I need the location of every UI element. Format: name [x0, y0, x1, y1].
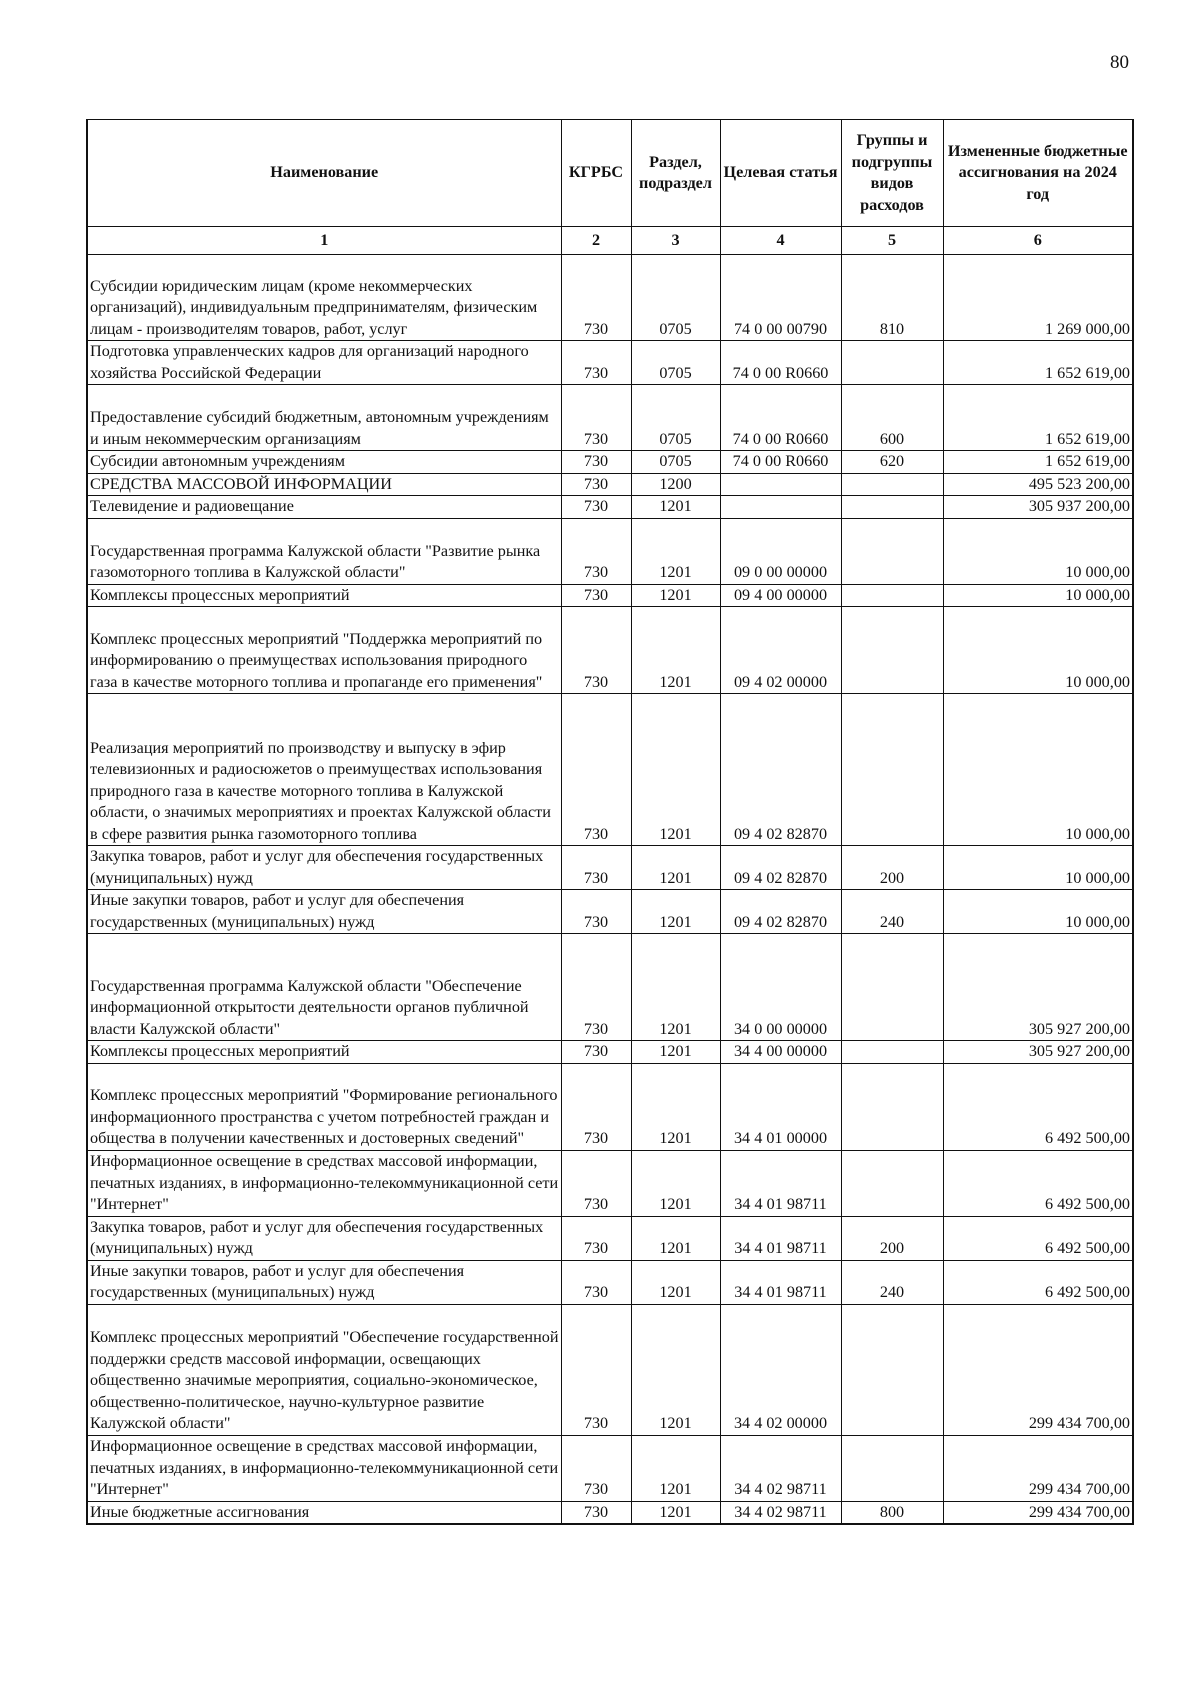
row-razdel-cell: 1201 [631, 607, 720, 694]
row-allocation-cell: 299 434 700,00 [943, 1304, 1133, 1435]
table-row [87, 1063, 1133, 1150]
row-target-article-cell: 34 4 00 00000 [720, 1041, 841, 1064]
table-row [87, 1260, 1133, 1304]
row-razdel-cell: 1201 [631, 934, 720, 1041]
row-allocation-cell: 6 492 500,00 [943, 1150, 1133, 1216]
row-allocation-cell: 1 652 619,00 [943, 341, 1133, 385]
table-row [87, 584, 1133, 607]
row-name-cell: Закупка товаров, работ и услуг для обеспечения государственных (муниципальных) нужд [87, 846, 561, 890]
row-kgrbs-cell: 730 [561, 607, 631, 694]
row-razdel-cell: 0705 [631, 451, 720, 474]
row-expense-group-cell [841, 584, 943, 607]
col-header-kgrbs: КГРБС [561, 120, 631, 227]
row-razdel-cell: 0705 [631, 341, 720, 385]
row-name-cell: Информационное освещение в средствах массовой информации, печатных изданиях, в информационно-телекоммуникационной сети "Интернет" [87, 1435, 561, 1501]
row-target-article-cell: 74 0 00 R0660 [720, 451, 841, 474]
row-expense-group-cell [841, 1435, 943, 1501]
row-target-article-cell: 74 0 00 00790 [720, 255, 841, 341]
row-kgrbs-cell: 730 [561, 1041, 631, 1064]
row-allocation-cell: 10 000,00 [943, 890, 1133, 934]
row-target-article-cell [720, 473, 841, 496]
row-razdel-cell: 1201 [631, 1041, 720, 1064]
row-target-article-cell: 34 4 01 98711 [720, 1216, 841, 1260]
table-row [87, 890, 1133, 934]
row-target-article-cell: 09 4 00 00000 [720, 584, 841, 607]
row-razdel-cell: 1201 [631, 1150, 720, 1216]
row-razdel-cell: 1201 [631, 846, 720, 890]
table-row [87, 1150, 1133, 1216]
row-target-article-cell: 74 0 00 R0660 [720, 341, 841, 385]
row-name-cell: Комплекс процессных мероприятий "Формирование регионального информационного пространства с учетом потребностей граждан и общества в получении качественных и достоверных сведений" [87, 1063, 561, 1150]
col-number: 2 [561, 227, 631, 255]
row-kgrbs-cell: 730 [561, 1216, 631, 1260]
row-name-cell: СРЕДСТВА МАССОВОЙ ИНФОРМАЦИИ [87, 473, 561, 496]
row-razdel-cell: 1201 [631, 1501, 720, 1524]
col-number: 1 [87, 227, 561, 255]
row-kgrbs-cell: 730 [561, 934, 631, 1041]
row-target-article-cell: 74 0 00 R0660 [720, 385, 841, 451]
row-allocation-cell: 299 434 700,00 [943, 1501, 1133, 1524]
row-target-article-cell: 34 4 02 00000 [720, 1304, 841, 1435]
row-razdel-cell: 1201 [631, 1435, 720, 1501]
row-kgrbs-cell: 730 [561, 890, 631, 934]
row-kgrbs-cell: 730 [561, 341, 631, 385]
row-allocation-cell: 6 492 500,00 [943, 1260, 1133, 1304]
row-allocation-cell: 299 434 700,00 [943, 1435, 1133, 1501]
row-expense-group-cell: 810 [841, 255, 943, 341]
row-kgrbs-cell: 730 [561, 1260, 631, 1304]
row-kgrbs-cell: 730 [561, 385, 631, 451]
row-name-cell: Информационное освещение в средствах массовой информации, печатных изданиях, в информационно-телекоммуникационной сети "Интернет" [87, 1150, 561, 1216]
row-expense-group-cell: 200 [841, 1216, 943, 1260]
row-target-article-cell: 34 4 02 98711 [720, 1435, 841, 1501]
row-target-article-cell: 09 4 02 00000 [720, 607, 841, 694]
table-row [87, 518, 1133, 584]
row-name-cell: Предоставление субсидий бюджетным, автономным учреждениям и иным некоммерческим организациям [87, 385, 561, 451]
table-row [87, 694, 1133, 846]
row-kgrbs-cell: 730 [561, 1063, 631, 1150]
row-target-article-cell: 34 0 00 00000 [720, 934, 841, 1041]
row-expense-group-cell [841, 1041, 943, 1064]
row-allocation-cell: 6 492 500,00 [943, 1063, 1133, 1150]
row-name-cell: Подготовка управленческих кадров для организаций народного хозяйства Российской Федерации [87, 341, 561, 385]
row-kgrbs-cell: 730 [561, 1435, 631, 1501]
row-kgrbs-cell: 730 [561, 496, 631, 519]
row-expense-group-cell [841, 518, 943, 584]
row-expense-group-cell [841, 341, 943, 385]
table-row [87, 1216, 1133, 1260]
col-header-target-article: Целевая статья [720, 120, 841, 227]
row-target-article-cell [720, 496, 841, 519]
row-razdel-cell: 1200 [631, 473, 720, 496]
table-row [87, 1501, 1133, 1524]
row-allocation-cell: 1 652 619,00 [943, 385, 1133, 451]
row-name-cell: Государственная программа Калужской области "Обеспечение информационной открытости деятельности органов публичной власти Калужской области" [87, 934, 561, 1041]
row-expense-group-cell: 620 [841, 451, 943, 474]
row-allocation-cell: 305 937 200,00 [943, 496, 1133, 519]
row-expense-group-cell [841, 496, 943, 519]
row-expense-group-cell [841, 1063, 943, 1150]
row-target-article-cell: 09 4 02 82870 [720, 890, 841, 934]
table-row [87, 846, 1133, 890]
table-body [87, 255, 1133, 1525]
row-razdel-cell: 1201 [631, 496, 720, 519]
row-target-article-cell: 34 4 01 98711 [720, 1260, 841, 1304]
row-target-article-cell: 34 4 01 00000 [720, 1063, 841, 1150]
table-row [87, 1304, 1133, 1435]
row-razdel-cell: 1201 [631, 518, 720, 584]
col-header-razdel: Раздел, подраздел [631, 120, 720, 227]
row-allocation-cell: 10 000,00 [943, 607, 1133, 694]
row-target-article-cell: 09 4 02 82870 [720, 846, 841, 890]
row-name-cell: Телевидение и радиовещание [87, 496, 561, 519]
table-row [87, 1041, 1133, 1064]
row-kgrbs-cell: 730 [561, 518, 631, 584]
col-number: 4 [720, 227, 841, 255]
row-allocation-cell: 495 523 200,00 [943, 473, 1133, 496]
row-allocation-cell: 10 000,00 [943, 584, 1133, 607]
table-row [87, 385, 1133, 451]
col-number: 6 [943, 227, 1133, 255]
row-allocation-cell: 10 000,00 [943, 518, 1133, 584]
page-number: 80 [1110, 52, 1129, 73]
row-razdel-cell: 1201 [631, 1063, 720, 1150]
row-name-cell: Иные закупки товаров, работ и услуг для обеспечения государственных (муниципальных) нужд [87, 890, 561, 934]
col-number: 3 [631, 227, 720, 255]
table-row [87, 451, 1133, 474]
header-row [87, 120, 1133, 227]
row-name-cell: Реализация мероприятий по производству и выпуску в эфир телевизионных и радиосюжетов о преимуществах использования природного газа в качестве моторного топлива в Калужской области, о значимых мероприятиях и проектах Калужской области в сфере развития рынка газомоторного топлива [87, 694, 561, 846]
row-expense-group-cell: 600 [841, 385, 943, 451]
row-razdel-cell: 1201 [631, 1304, 720, 1435]
row-name-cell: Комплексы процессных мероприятий [87, 584, 561, 607]
row-name-cell: Государственная программа Калужской области "Развитие рынка газомоторного топлива в Калужской области" [87, 518, 561, 584]
row-kgrbs-cell: 730 [561, 1150, 631, 1216]
row-allocation-cell: 305 927 200,00 [943, 934, 1133, 1041]
row-razdel-cell: 0705 [631, 255, 720, 341]
row-razdel-cell: 1201 [631, 890, 720, 934]
row-name-cell: Субсидии юридическим лицам (кроме некоммерческих организаций), индивидуальным предпринимателям, физическим лицам - производителям товаров, работ, услуг [87, 255, 561, 341]
row-allocation-cell: 10 000,00 [943, 846, 1133, 890]
column-number-row [87, 227, 1133, 255]
row-target-article-cell: 09 0 00 00000 [720, 518, 841, 584]
row-expense-group-cell [841, 607, 943, 694]
table-row [87, 934, 1133, 1041]
row-name-cell: Комплекс процессных мероприятий "Обеспечение государственной поддержки средств массовой информации, освещающих общественно значимые мероприятия, социально-экономическое, общественно-политическое, научно-культурное развитие Калужской области" [87, 1304, 561, 1435]
row-kgrbs-cell: 730 [561, 451, 631, 474]
table-row [87, 255, 1133, 341]
row-kgrbs-cell: 730 [561, 255, 631, 341]
row-expense-group-cell [841, 934, 943, 1041]
row-allocation-cell: 10 000,00 [943, 694, 1133, 846]
row-kgrbs-cell: 730 [561, 584, 631, 607]
row-expense-group-cell [841, 473, 943, 496]
row-expense-group-cell [841, 694, 943, 846]
row-name-cell: Иные бюджетные ассигнования [87, 1501, 561, 1524]
row-name-cell: Субсидии автономным учреждениям [87, 451, 561, 474]
table-row [87, 341, 1133, 385]
row-allocation-cell: 305 927 200,00 [943, 1041, 1133, 1064]
row-kgrbs-cell: 730 [561, 1304, 631, 1435]
row-name-cell: Закупка товаров, работ и услуг для обеспечения государственных (муниципальных) нужд [87, 1216, 561, 1260]
row-target-article-cell: 34 4 01 98711 [720, 1150, 841, 1216]
row-allocation-cell: 1 269 000,00 [943, 255, 1133, 341]
row-expense-group-cell: 240 [841, 1260, 943, 1304]
row-razdel-cell: 1201 [631, 694, 720, 846]
row-razdel-cell: 0705 [631, 385, 720, 451]
row-name-cell: Комплекс процессных мероприятий "Поддержка мероприятий по информированию о преимуществах использования природного газа в качестве моторного топлива и пропаганде его применения" [87, 607, 561, 694]
row-kgrbs-cell: 730 [561, 473, 631, 496]
table-row [87, 1435, 1133, 1501]
row-target-article-cell: 34 4 02 98711 [720, 1501, 841, 1524]
col-header-name: Наименование [87, 120, 561, 227]
budget-table [86, 119, 1134, 1525]
row-kgrbs-cell: 730 [561, 846, 631, 890]
row-expense-group-cell [841, 1304, 943, 1435]
row-allocation-cell: 1 652 619,00 [943, 451, 1133, 474]
table-row [87, 496, 1133, 519]
row-expense-group-cell: 240 [841, 890, 943, 934]
row-razdel-cell: 1201 [631, 584, 720, 607]
row-kgrbs-cell: 730 [561, 694, 631, 846]
row-target-article-cell: 09 4 02 82870 [720, 694, 841, 846]
row-razdel-cell: 1201 [631, 1260, 720, 1304]
col-header-allocation-2024: Измененные бюджетные ассигнования на 2024 год [943, 120, 1133, 227]
row-expense-group-cell: 200 [841, 846, 943, 890]
table-row [87, 607, 1133, 694]
table-row [87, 473, 1133, 496]
row-expense-group-cell [841, 1150, 943, 1216]
row-name-cell: Комплексы процессных мероприятий [87, 1041, 561, 1064]
row-razdel-cell: 1201 [631, 1216, 720, 1260]
row-kgrbs-cell: 730 [561, 1501, 631, 1524]
row-name-cell: Иные закупки товаров, работ и услуг для обеспечения государственных (муниципальных) нужд [87, 1260, 561, 1304]
col-header-expense-group: Группы и подгруппы видов расходов [841, 120, 943, 227]
col-number: 5 [841, 227, 943, 255]
row-allocation-cell: 6 492 500,00 [943, 1216, 1133, 1260]
row-expense-group-cell: 800 [841, 1501, 943, 1524]
